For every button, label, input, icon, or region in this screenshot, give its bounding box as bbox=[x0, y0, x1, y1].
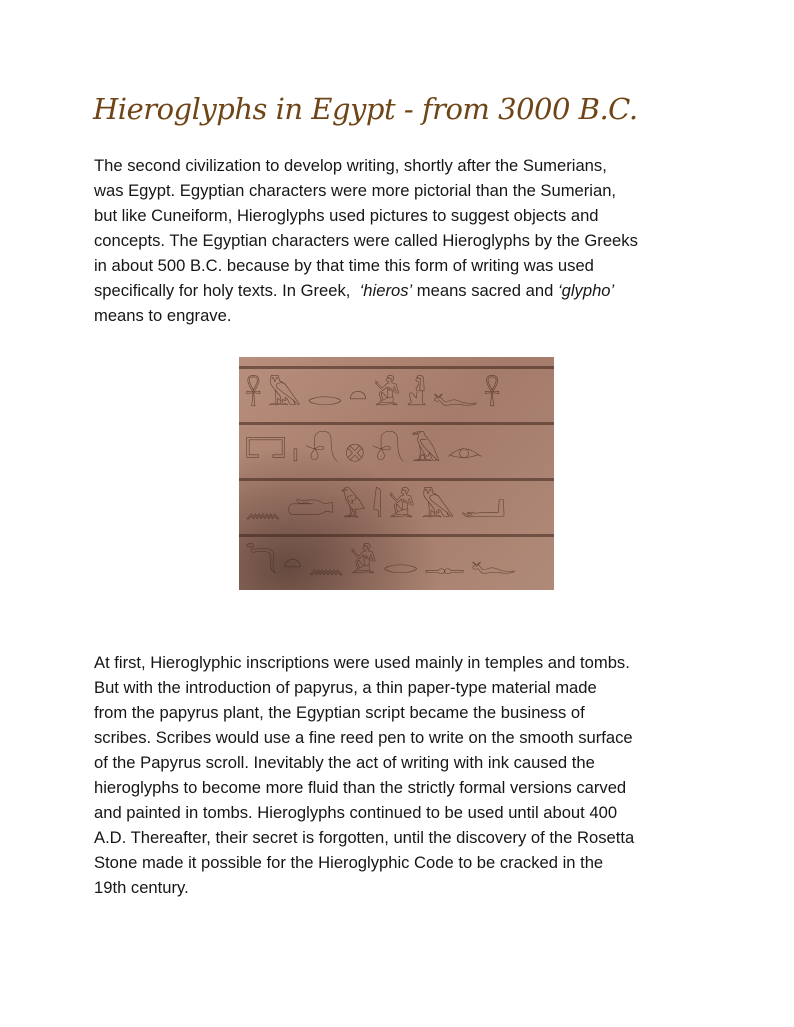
text-span: specifically for holy texts. In Greek, bbox=[94, 281, 360, 300]
text-line: from the papyrus plant, the Egyptian script became the business of bbox=[94, 703, 585, 722]
text-line: A.D. Thereafter, their secret is forgotten, until the discovery of the Rosetta bbox=[94, 828, 635, 847]
text-line: hieroglyphs to become more fluid than the strictly formal versions carved bbox=[94, 778, 627, 797]
glyph-row-icon: 𓆓𓏏𓈖𓀀𓂋𓊃𓆑 bbox=[245, 546, 523, 581]
text-line: means to engrave. bbox=[94, 306, 232, 325]
italic-term-glypho: ‘glypho’ bbox=[557, 281, 615, 300]
glyph-row-icon: 𓈖𓂧𓅱𓇋𓀀𓅓𓂝 bbox=[245, 490, 512, 525]
text-span: means sacred and bbox=[412, 281, 558, 300]
intro-paragraph bbox=[94, 153, 638, 328]
page-title: Hieroglyphs in Egypt - from 3000 B.C. bbox=[93, 92, 638, 126]
text-line bbox=[94, 278, 638, 303]
body-paragraph bbox=[94, 650, 634, 900]
text-line: was Egypt. Egyptian characters were more pictorial than the Sumerian, bbox=[94, 181, 617, 200]
text-line: 19th century. bbox=[94, 878, 189, 897]
text-line: At first, Hieroglyphic inscriptions were used mainly in temples and tombs. bbox=[94, 653, 630, 672]
hieroglyphs-photo bbox=[239, 357, 554, 590]
glyph-row-icon: 𓉐𓏤𓍯𓊖𓍯𓄿𓁹 bbox=[245, 434, 490, 469]
text-line: scribes. Scribes would use a fine reed pen to write on the smooth surface bbox=[94, 728, 633, 747]
text-line: but like Cuneiform, Hieroglyphs used pictures to suggest objects and bbox=[94, 206, 599, 225]
text-line: But with the introduction of papyrus, a thin paper-type material made bbox=[94, 678, 597, 697]
text-line: concepts. The Egyptian characters were called Hieroglyphs by the Greeks bbox=[94, 231, 638, 250]
italic-term-hieros: ‘hieros’ bbox=[359, 281, 413, 300]
text-line: Stone made it possible for the Hieroglyphic Code to be cracked in the bbox=[94, 853, 604, 872]
text-line: in about 500 B.C. because by that time this form of writing was used bbox=[94, 256, 594, 275]
glyph-row-icon: 𓋹𓅓𓂋𓏏𓀀𓁐𓆑𓋹 bbox=[245, 378, 507, 413]
text-line: of the Papyrus scroll. Inevitably the act of writing with ink caused the bbox=[94, 753, 595, 772]
text-line: and painted in tombs. Hieroglyphs continued to be used until about 400 bbox=[94, 803, 618, 822]
text-line: The second civilization to develop writing, shortly after the Sumerians, bbox=[94, 156, 607, 175]
